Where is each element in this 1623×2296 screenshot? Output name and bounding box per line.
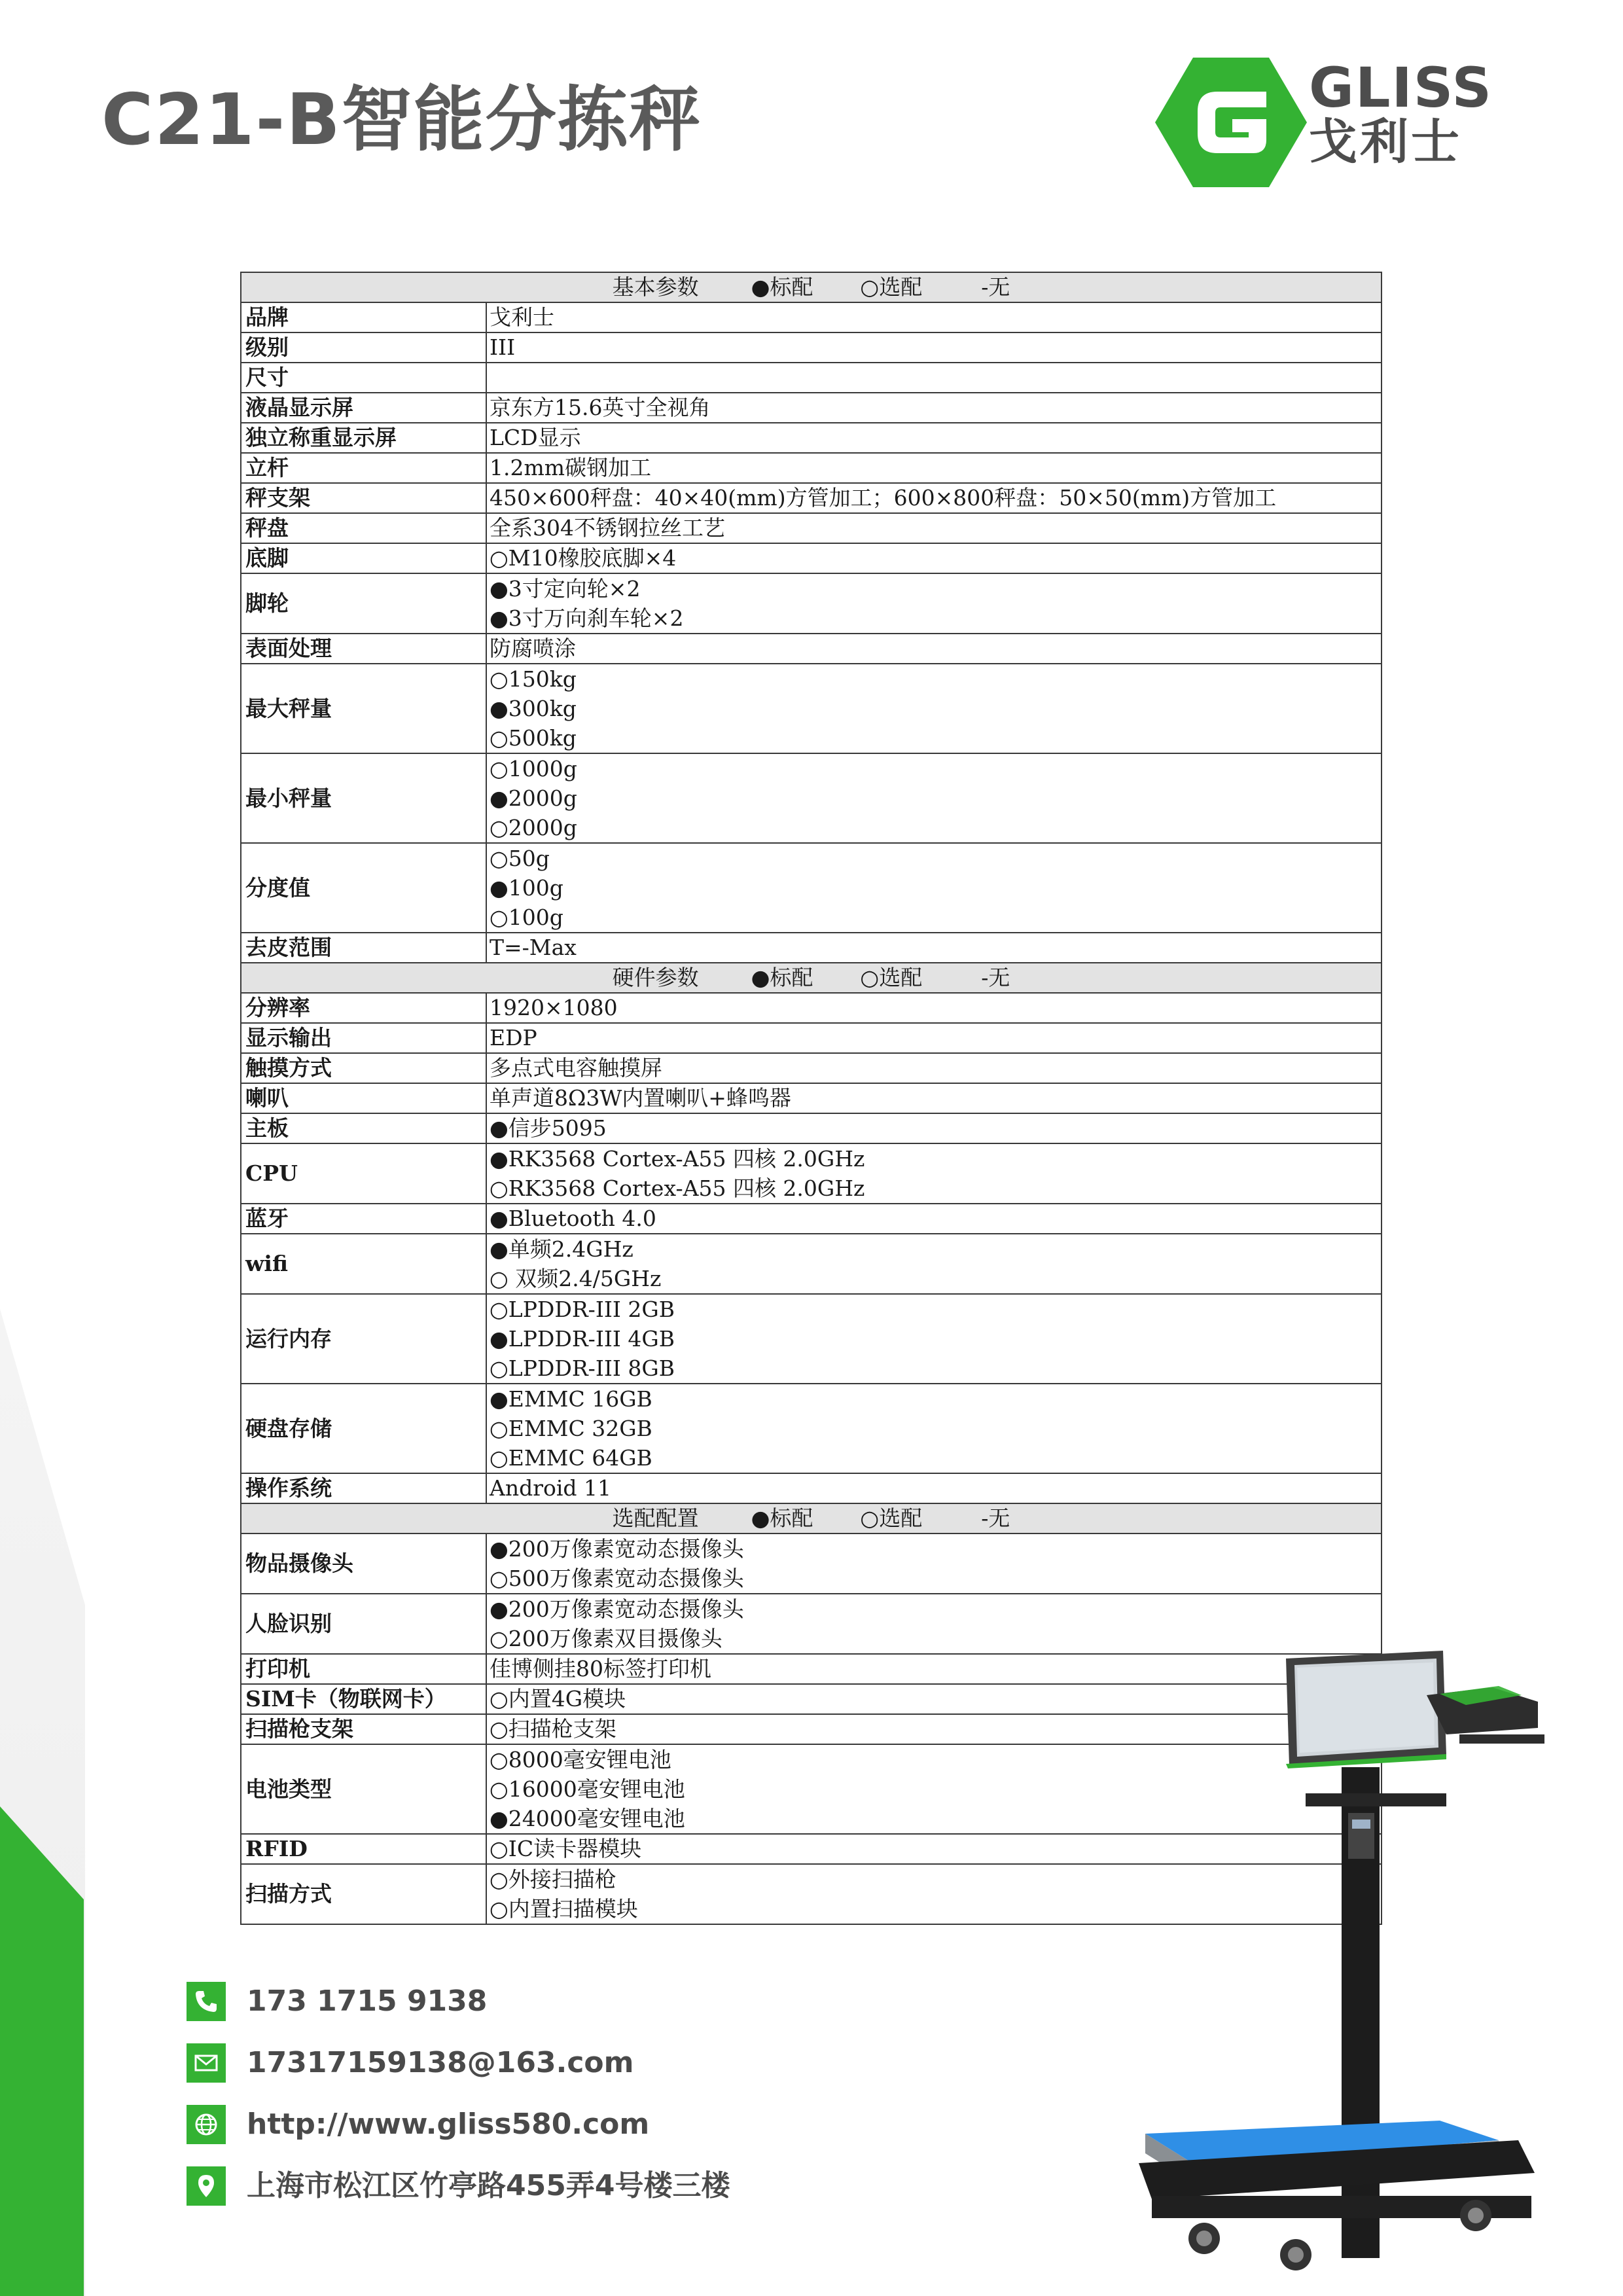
- spec-value: 450×600秤盘：40×40(mm)方管加工；600×800秤盘：50×50(mm)方管加工: [486, 483, 1382, 513]
- spec-row: [241, 1113, 1382, 1143]
- legend-optional: ○选配: [860, 1505, 923, 1531]
- spec-row: [241, 993, 1382, 1023]
- spec-label: 级别: [241, 332, 486, 363]
- spec-value: Android 11: [486, 1473, 1382, 1503]
- spec-row: [241, 1083, 1382, 1113]
- email-address: 17317159138@163.com: [247, 2046, 634, 2079]
- spec-row: [241, 843, 1382, 933]
- spec-value: [486, 1534, 1382, 1594]
- spec-row: [241, 543, 1382, 573]
- spec-option: ○16000毫安锂电池: [490, 1776, 685, 1802]
- spec-option: ○500kg: [490, 725, 577, 751]
- spec-label: 独立称重显示屏: [241, 423, 486, 453]
- spec-value: ●信步5095: [486, 1113, 1382, 1143]
- spec-option: ●单频2.4GHz: [490, 1236, 633, 1262]
- spec-label: wifi: [241, 1234, 486, 1294]
- spec-label: 主板: [241, 1113, 486, 1143]
- globe-icon: [187, 2105, 226, 2144]
- spec-label: 底脚: [241, 543, 486, 573]
- spec-row: [241, 1294, 1382, 1384]
- spec-option: ●300kg: [490, 696, 577, 721]
- spec-value: 1920×1080: [486, 993, 1382, 1023]
- spec-label: 运行内存: [241, 1294, 486, 1384]
- section-header-row: [241, 1503, 1382, 1534]
- spec-row: [241, 753, 1382, 843]
- logo-wordmark-en: GLISS: [1309, 56, 1493, 120]
- spec-value: [486, 363, 1382, 393]
- legend-standard: ●标配: [751, 965, 813, 990]
- spec-value: 佳博侧挂80标签打印机: [486, 1654, 1382, 1684]
- spec-row: [241, 453, 1382, 483]
- spec-row: [241, 393, 1382, 423]
- spec-value: [486, 843, 1382, 933]
- spec-option: ○2000g: [490, 815, 577, 840]
- spec-row: [241, 483, 1382, 513]
- spec-row: [241, 1053, 1382, 1083]
- spec-value: [486, 1384, 1382, 1473]
- product-photo-scale: [1041, 1617, 1564, 2284]
- section-title: 硬件参数: [612, 965, 699, 990]
- spec-option: ○外接扫描枪: [490, 1867, 616, 1892]
- spec-label: 扫描方式: [241, 1864, 486, 1924]
- legend-none: -无: [981, 965, 1010, 990]
- spec-option: ○100g: [490, 905, 563, 930]
- spec-value: ○M10橡胶底脚×4: [486, 543, 1382, 573]
- spec-label: 分度值: [241, 843, 486, 933]
- spec-label: 扫描枪支架: [241, 1714, 486, 1744]
- spec-label: 秤盘: [241, 513, 486, 543]
- spec-row: [241, 513, 1382, 543]
- section-title: 基本参数: [612, 274, 699, 300]
- spec-row: [241, 332, 1382, 363]
- spec-value: 多点式电容触摸屏: [486, 1053, 1382, 1083]
- spec-row: [241, 573, 1382, 634]
- spec-option: ○EMMC 32GB: [490, 1416, 652, 1441]
- spec-row: [241, 1023, 1382, 1053]
- spec-option: ○LPDDR-III 2GB: [490, 1297, 675, 1322]
- spec-value: 戈利士: [486, 302, 1382, 332]
- spec-value: 全系304不锈钢拉丝工艺: [486, 513, 1382, 543]
- legend-optional: ○选配: [860, 274, 923, 300]
- spec-row: [241, 1204, 1382, 1234]
- spec-value: [486, 1234, 1382, 1294]
- section-header: [241, 1503, 1382, 1534]
- spec-row: [241, 634, 1382, 664]
- spec-value: EDP: [486, 1023, 1382, 1053]
- spec-row: [241, 933, 1382, 963]
- spec-label: 立杆: [241, 453, 486, 483]
- spec-label: 脚轮: [241, 573, 486, 634]
- spec-option: ○500万像素宽动态摄像头: [490, 1566, 744, 1591]
- spec-label: 最小秤量: [241, 753, 486, 843]
- spec-option: ○8000毫安锂电池: [490, 1747, 671, 1772]
- website-url: http://www.gliss580.com: [247, 2108, 650, 2141]
- spec-value: LCD显示: [486, 423, 1382, 453]
- spec-option: ●3寸万向刹车轮×2: [490, 605, 684, 631]
- spec-option: ●2000g: [490, 785, 577, 811]
- spec-row: [241, 1534, 1382, 1594]
- spec-value: [486, 1143, 1382, 1204]
- spec-value: III: [486, 332, 1382, 363]
- spec-value: ○IC读卡器模块: [486, 1834, 1382, 1864]
- spec-option: ○LPDDR-III 8GB: [490, 1355, 675, 1381]
- spec-label: 喇叭: [241, 1083, 486, 1113]
- spec-row: [241, 1473, 1382, 1503]
- spec-option: ●LPDDR-III 4GB: [490, 1326, 675, 1352]
- legend-none: -无: [981, 1505, 1010, 1531]
- spec-option: ●200万像素宽动态摄像头: [490, 1536, 744, 1562]
- spec-row: [241, 664, 1382, 753]
- spec-label: 操作系统: [241, 1473, 486, 1503]
- spec-value: [486, 664, 1382, 753]
- spec-value: 京东方15.6英寸全视角: [486, 393, 1382, 423]
- spec-label: 蓝牙: [241, 1204, 486, 1234]
- spec-row: [241, 1384, 1382, 1473]
- spec-value: [486, 1294, 1382, 1384]
- spec-label: 人脸识别: [241, 1594, 486, 1654]
- spec-option: ●3寸定向轮×2: [490, 576, 641, 601]
- spec-label: 触摸方式: [241, 1053, 486, 1083]
- spec-label: RFID: [241, 1834, 486, 1864]
- spec-label: 打印机: [241, 1654, 486, 1684]
- spec-label: 尺寸: [241, 363, 486, 393]
- spec-row: [241, 423, 1382, 453]
- spec-option: ○ 双频2.4/5GHz: [490, 1266, 662, 1291]
- spec-label: CPU: [241, 1143, 486, 1204]
- spec-option: ●100g: [490, 875, 563, 901]
- spec-label: SIM卡（物联网卡）: [241, 1684, 486, 1714]
- phone-number: 173 1715 9138: [247, 1984, 488, 2018]
- spec-row: [241, 302, 1382, 332]
- spec-option: ○150kg: [490, 666, 577, 692]
- spec-option: ○200万像素双目摄像头: [490, 1626, 722, 1651]
- spec-option: ○1000g: [490, 756, 577, 781]
- spec-option: ○RK3568 Cortex-A55 四核 2.0GHz: [490, 1175, 865, 1201]
- spec-value: T=-Max: [486, 933, 1382, 963]
- logo-wordmark-cn: 戈利士: [1309, 114, 1462, 170]
- spec-option: ●200万像素宽动态摄像头: [490, 1596, 744, 1622]
- phone-icon: [187, 1982, 226, 2021]
- spec-option: ●24000毫安锂电池: [490, 1806, 685, 1831]
- spec-value: [486, 753, 1382, 843]
- section-header: [241, 963, 1382, 993]
- spec-row: [241, 363, 1382, 393]
- spec-option: ○内置扫描模块: [490, 1896, 638, 1922]
- section-title: 选配配置: [612, 1505, 699, 1531]
- spec-value: 单声道8Ω3W内置喇叭+蜂鸣器: [486, 1083, 1382, 1113]
- location-pin-icon: [187, 2166, 226, 2206]
- spec-option: ○50g: [490, 846, 550, 871]
- legend-optional: ○选配: [860, 965, 923, 990]
- spec-label: 品牌: [241, 302, 486, 332]
- spec-label: 去皮范围: [241, 933, 486, 963]
- spec-value: 防腐喷涂: [486, 634, 1382, 664]
- section-header-row: [241, 963, 1382, 993]
- mail-icon: [187, 2043, 226, 2083]
- legend-none: -无: [981, 274, 1010, 300]
- spec-value: 1.2mm碳钢加工: [486, 453, 1382, 483]
- spec-label: 物品摄像头: [241, 1534, 486, 1594]
- spec-value: ○扫描枪支架: [486, 1714, 1382, 1744]
- page-title: C21-B智能分拣秤: [101, 79, 702, 161]
- spec-option: ●EMMC 16GB: [490, 1386, 652, 1412]
- spec-option: ○EMMC 64GB: [490, 1445, 652, 1471]
- legend-standard: ●标配: [751, 1505, 813, 1531]
- spec-label: 最大秤量: [241, 664, 486, 753]
- spec-label: 硬盘存储: [241, 1384, 486, 1473]
- spec-row: [241, 1143, 1382, 1204]
- spec-row: [241, 1234, 1382, 1294]
- spec-value: ○内置4G模块: [486, 1684, 1382, 1714]
- spec-label: 液晶显示屏: [241, 393, 486, 423]
- spec-label: 显示输出: [241, 1023, 486, 1053]
- spec-value: ●Bluetooth 4.0: [486, 1204, 1382, 1234]
- spec-label: 分辨率: [241, 993, 486, 1023]
- spec-label: 电池类型: [241, 1744, 486, 1834]
- section-header-row: [241, 272, 1382, 302]
- spec-label: 秤支架: [241, 483, 486, 513]
- spec-value: [486, 573, 1382, 634]
- spec-option: ●RK3568 Cortex-A55 四核 2.0GHz: [490, 1146, 865, 1172]
- section-header: [241, 272, 1382, 302]
- legend-standard: ●标配: [751, 274, 813, 300]
- street-address: 上海市松江区竹亭路455弄4号楼三楼: [247, 2169, 730, 2202]
- spec-label: 表面处理: [241, 634, 486, 664]
